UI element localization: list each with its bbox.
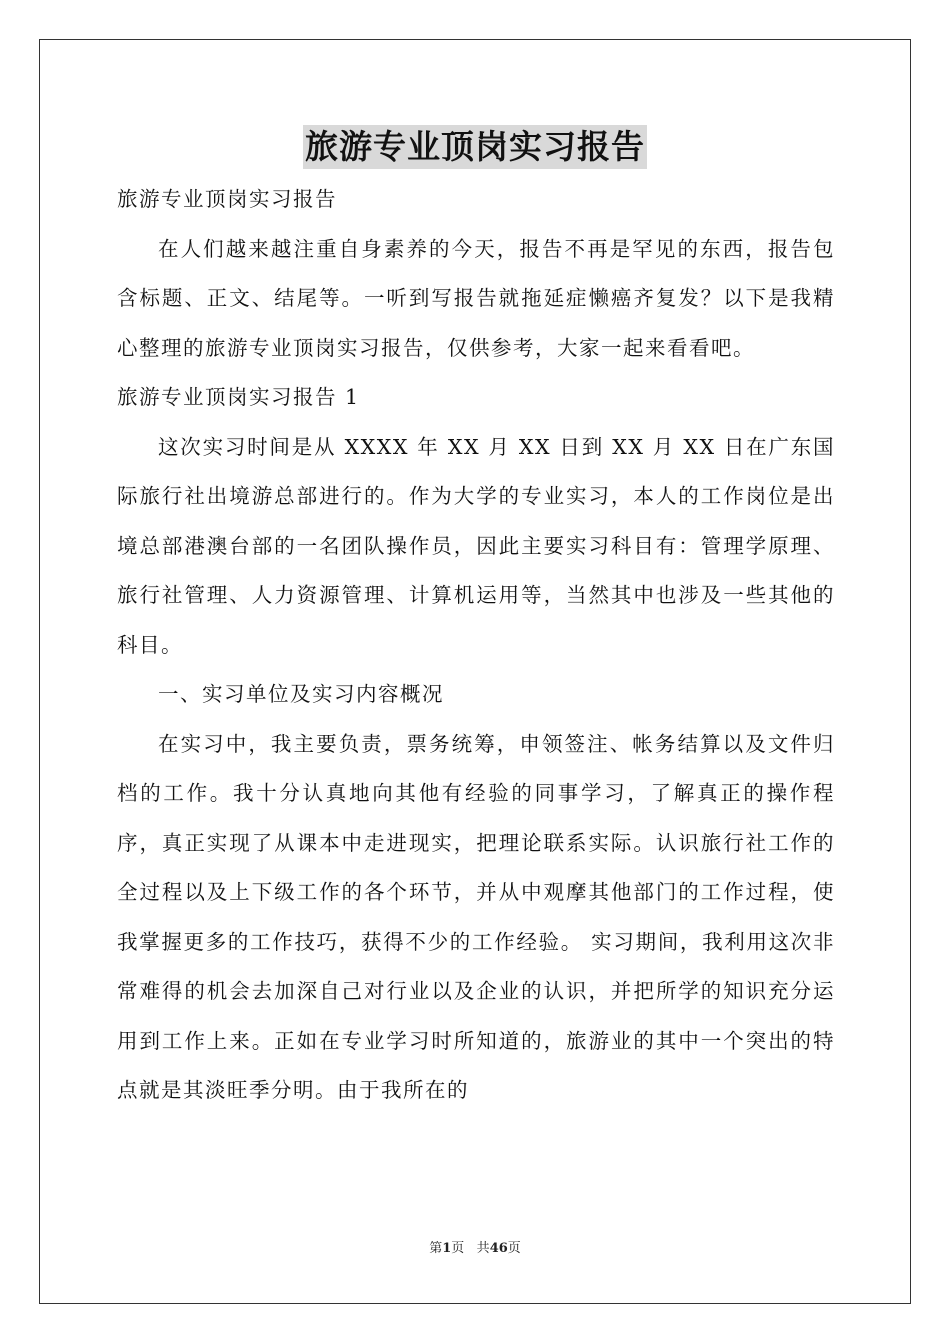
page-footer xyxy=(0,1240,950,1258)
page-number: 1 xyxy=(442,1241,452,1256)
body-paragraph: 这次实习时间是从 XXXX 年 XX 月 XX 日到 XX 月 XX 日在广东国际旅行社出境游总部进行的。作为大学的专业实习，本人的工作岗位是出境总部港澳台部的一名团队操作员，因此主要实习科目有：管理学原理、旅行社管理、人力资源管理、计算机运用等，当然其中也涉及一些其他的科目。 xyxy=(117,434,835,657)
page-prefix: 第 xyxy=(429,1241,443,1256)
section-heading-overview: 一、实习单位及实习内容概况 xyxy=(158,682,444,706)
total-pages: 46 xyxy=(489,1241,508,1256)
body-paragraph: 在实习中，我主要负责，票务统筹，申领签注、帐务结算以及文件归档的工作。我十分认真地向其他有经验的同事学习，了解真正的操作程序，真正实现了从课本中走进现实，把理论联系实际。认识旅行社工作的全过程以及上下级工作的各个环节，并从中观摩其他部门的工作过程，使我掌握更多的工作技巧，获得不少的工作经验。 实习期间，我利用这次非常难得的机会去加深自己对行业以及企业的认识，并把所学的知识充分运用到工作上来。正如在专业学习时所知道的，旅游业的其中一个突出的特点就是其淡旺季分明。由于我所在的 xyxy=(117,731,835,1102)
section-heading-report-1: 旅游专业顶岗实习报告 1 xyxy=(117,385,360,409)
page-suffix: 页 xyxy=(451,1241,465,1256)
total-suffix: 页 xyxy=(507,1241,521,1256)
total-prefix: 共 xyxy=(476,1241,490,1256)
document-body xyxy=(117,175,835,1116)
title-container xyxy=(0,125,950,169)
document-title: 旅游专业顶岗实习报告 xyxy=(303,125,647,169)
intro-paragraph: 在人们越来越注重自身素养的今天，报告不再是罕见的东西，报告包含标题、正文、结尾等。一听到写报告就拖延症懒癌齐复发？以下是我精心整理的旅游专业顶岗实习报告，仅供参考，大家一起来看看吧。 xyxy=(117,236,835,360)
subtitle-paragraph: 旅游专业顶岗实习报告 xyxy=(117,187,337,211)
